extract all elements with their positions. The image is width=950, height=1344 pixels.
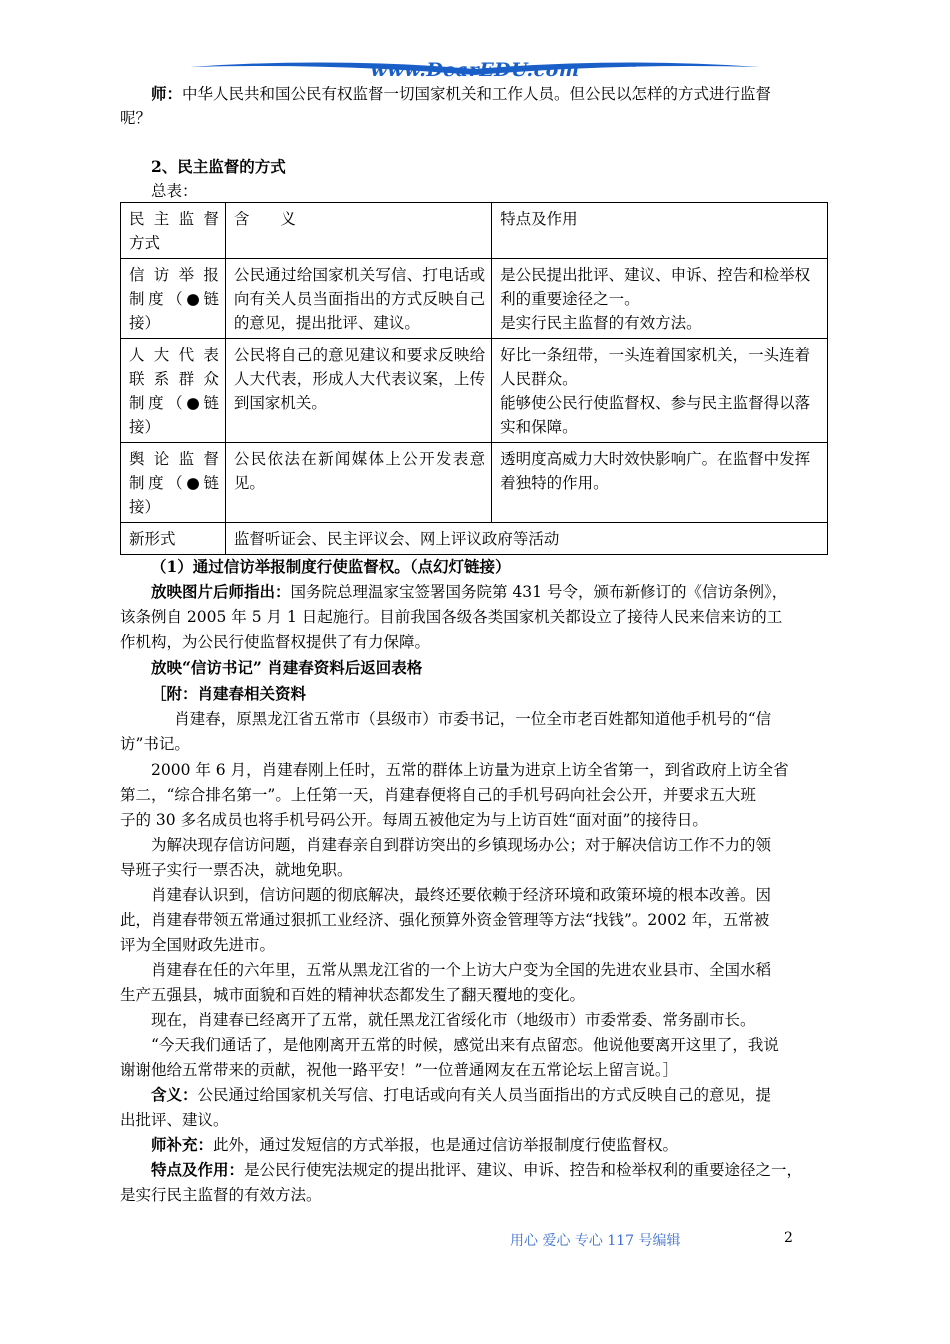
a6-line: 现在，肖建春已经离开了五常，就任黑龙江省绥化市（地级市）市委常委、常务副市长。: [151, 1011, 756, 1029]
header-cell-meaning: 含 义: [225, 203, 491, 259]
row-method-cell: 人 大 代 表 联 系 群 众 制度（●链 接）: [121, 339, 226, 443]
table-header-row: [121, 203, 828, 259]
a5-line-2: 生产五强县，城市面貌和百姓的精神状态都发生了翻天覆地的变化。: [120, 986, 586, 1004]
meaning-line-1: 含义：公民通过给国家机关写信、打电话或向有关人员当面指出的方式反映自己的意见，提: [151, 1085, 772, 1104]
supervision-methods-table: [120, 202, 828, 555]
new-form-label: 新形式: [121, 523, 226, 555]
row-features-cell: 透明度高威力大时效快影响广。在监督中发挥着独特的作用。: [492, 443, 828, 523]
table-row: [121, 443, 828, 523]
a4-line-1: 肖建春认识到，信访问题的彻底解决，最终还要依赖于经济环境和政策环境的根本改善。因: [151, 886, 772, 904]
a2-line-1: 2000 年 6 月，肖建春刚上任时，五常的群体上访量为进京上访全省第一，到省政府上访全省: [151, 761, 789, 779]
meaning-line-2: 出批评、建议。: [120, 1111, 229, 1129]
new-form-text: 监督听证会、民主评议会、网上评议政府等活动: [225, 523, 827, 555]
table-caption: 总表：: [151, 182, 198, 200]
page-number: 2: [784, 1230, 793, 1246]
a4-line-3: 评为全国财政先进市。: [120, 936, 276, 954]
row-features-cell: 好比一条纽带，一头连着国家机关，一头连着人民群众。 能够使公民行使监督权、参与民主监督得以落实和保障。: [492, 339, 828, 443]
p1-line-2: 该条例自 2005 年 5 月 1 日起施行。目前我国各级各类国家机关都设立了接待人民来信来访的工: [120, 608, 783, 626]
features-line-1: 特点及作用：是公民行使宪法规定的提出批评、建议、申诉、控告和检举权利的重要途径之一，: [151, 1160, 803, 1179]
a7-line-2: 谢谢他给五常带来的贡献，祝他一路平安！”一位普通网友在五常论坛上留言说。］: [120, 1061, 679, 1079]
header-cell-features: 特点及作用: [492, 203, 828, 259]
features-line-2: 是实行民主监督的有效方法。: [120, 1186, 322, 1204]
p3-line: ［附：肖建春相关资料: [151, 684, 307, 703]
a7-line-1: “今天我们通话了，是他刚离开五常的时候，感觉出来有点留恋。他说他要离开这里了，我说: [151, 1036, 779, 1054]
table-row: [121, 259, 828, 339]
table-row-new-form: [121, 523, 828, 555]
p1-line-3: 作机构，为公民行使监督权提供了有力保障。: [120, 633, 431, 651]
a5-line-1: 肖建春在任的六年里，五常从黑龙江省的一个上访大户变为全国的先进农业县市、全国水稻: [151, 961, 772, 979]
a4-line-2: 此，肖建春带领五常通过狠抓工业经济、强化预算外资金管理等方法“找钱”。2002 年，五常被: [120, 911, 770, 929]
subsection-1: （1）通过信访举报制度行使监督权。（点幻灯链接）: [151, 557, 511, 576]
row-meaning-cell: 公民依法在新闻媒体上公开发表意见。: [225, 443, 491, 523]
row-method-cell: 舆 论 监 督 制度（●链 接）: [121, 443, 226, 523]
header-cell-method: 民 主 监 督 方式: [121, 203, 226, 259]
a3-line-1: 为解决现存信访问题，肖建春亲自到群访突出的乡镇现场办公；对于解决信访工作不力的领: [151, 836, 772, 854]
row-meaning-cell: 公民通过给国家机关写信、打电话或向有关人员当面指出的方式反映自己的意见，提出批评、建议。: [225, 259, 491, 339]
row-method-cell: 信 访 举 报 制度（●链 接）: [121, 259, 226, 339]
intro-line-1: 师：中华人民共和国公民有权监督一切国家机关和工作人员。但公民以怎样的方式进行监督: [151, 84, 772, 103]
p1-line-1: 放映图片后师指出：国务院总理温家宝签署国务院第 431 号令，颁布新修订的《信访条例》，: [151, 582, 788, 601]
section-title: 2、民主监督的方式: [151, 157, 286, 176]
row-features-cell: 是公民提出批评、建议、申诉、控告和检举权利的重要途径之一。 是实行民主监督的有效方法。: [492, 259, 828, 339]
row-meaning-cell: 公民将自己的意见建议和要求反映给人大代表，形成人大代表议案，上传到国家机关。: [225, 339, 491, 443]
supplement-line: 师补充：此外，通过发短信的方式举报，也是通过信访举报制度行使监督权。: [151, 1135, 679, 1154]
a3-line-2: 导班子实行一票否决，就地免职。: [120, 861, 353, 879]
p2-line: 放映“信访书记” 肖建春资料后返回表格: [151, 658, 423, 677]
a2-line-2: 第二，“综合排名第一”。上任第一天，肖建春便将自己的手机号码向社会公开，并要求五大班: [120, 786, 756, 804]
speaker-label: 师：: [151, 84, 183, 103]
table-row: [121, 339, 828, 443]
header-site-name: www.DearEDU.com: [370, 59, 580, 81]
a2-line-3: 子的 30 多名成员也将手机号码公开。每周五被他定为与上访百姓“面对面”的接待日。: [120, 811, 708, 829]
a1-line-1: 肖建春，原黑龙江省五常市（县级市）市委书记，一位全市老百姓都知道他手机号的“信: [174, 710, 772, 728]
a1-line-2: 访”书记。: [120, 735, 190, 753]
intro-line-2: 呢？: [120, 109, 152, 127]
footer-slogan: 用心 爱心 专心 117 号编辑: [510, 1233, 681, 1249]
